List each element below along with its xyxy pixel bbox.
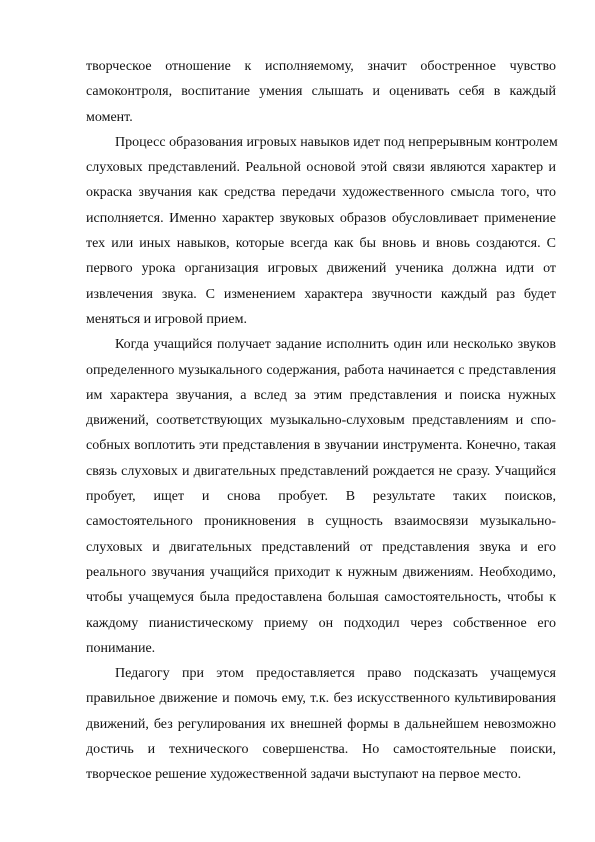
text-line: пробует, ищет и снова пробует. В результате таких поисков, <box>86 489 556 505</box>
text-line: движений, без регулирования их внешней формы в дальнейшем невозможно <box>86 716 556 732</box>
text-line: слуховых и двигательных представлений от представления звука и его <box>86 539 556 555</box>
text-line: им характера звучания, а вслед за этим представления и поиска нужных <box>86 387 556 403</box>
text-body <box>86 54 556 788</box>
text-line: чтобы учащемуся была предоставлена большая самостоятельность, чтобы к <box>86 590 556 606</box>
text-line: творческое решение художественной задачи выступают на первое место. <box>86 767 522 783</box>
paragraph <box>86 130 556 332</box>
text-line: Педагогу при этом предоставляется право подсказать учащемуся <box>115 666 556 682</box>
text-line: самоконтроля, воспитание умения слышать и оценивать себя в каждый <box>86 84 556 100</box>
paragraph <box>86 661 556 787</box>
text-line: творческое отношение к исполняемому, значит обостренное чувство <box>86 59 556 74</box>
text-line: момент. <box>86 109 133 125</box>
paragraph <box>86 332 556 661</box>
text-line: связь слуховых и двигательных представлений рождается не сразу. Учащийся <box>86 463 556 479</box>
text-line: тех или иных навыков, которые всегда как бы вновь и вновь создаются. С <box>86 236 556 252</box>
text-line: исполняется. Именно характер звуковых образов обусловливает применение <box>86 210 556 226</box>
text-line: извлечения звука. С изменением характера звучности каждый раз будет <box>86 286 556 302</box>
text-line: Когда учащийся получает задание исполнить один или несколько звуков <box>115 337 556 353</box>
text-line: слуховых представлений. Реальной основой этой связи являются характер и <box>86 160 556 176</box>
text-line: первого урока организация игровых движений ученика должна идти от <box>86 261 556 277</box>
text-line: определенного музыкального содержания, работа начинается с представления <box>86 362 556 378</box>
text-line: собных воплотить эти представления в звучании инструмента. Конечно, такая <box>86 438 556 454</box>
text-line: Процесс образования игровых навыков идет под непрерывным контролем <box>115 134 558 150</box>
text-line: достичь и технического совершенства. Но самостоятельные поиски, <box>86 742 556 758</box>
paragraph <box>86 54 556 130</box>
text-line: правильное движение и помочь ему, т.к. без искусственного культивирования <box>86 691 556 707</box>
text-line: каждому пианистическому приему он подходил через собственное его <box>86 615 556 631</box>
text-line: окраска звучания как средства передачи художественного смысла того, что <box>86 185 556 201</box>
text-line: самостоятельного проникновения в сущность взаимосвязи музыкально- <box>86 514 556 530</box>
text-line: меняться и игровой прием. <box>86 311 247 327</box>
text-line: движений, соответствующих музыкально-слуховым представлениям и спо- <box>86 413 556 429</box>
text-line: реального звучания учащийся приходит к нужным движениям. Необходимо, <box>86 564 556 580</box>
text-line: понимание. <box>86 640 156 656</box>
